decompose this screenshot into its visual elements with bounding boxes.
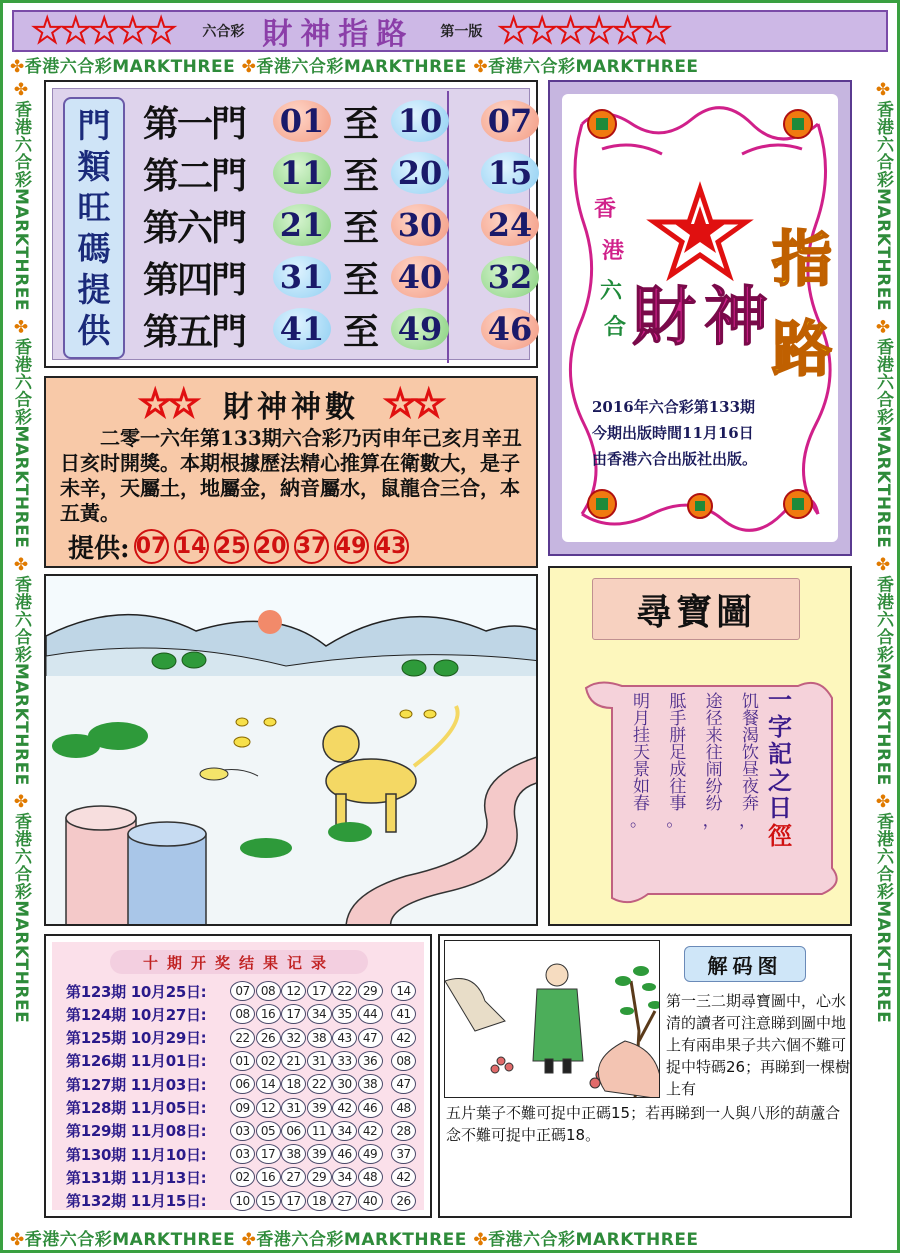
- border-text-7: 香港六合彩MARKTHREE: [11, 100, 31, 311]
- side-char: 門: [77, 106, 111, 145]
- poster-xiang: 香: [594, 196, 617, 222]
- result-number: 18: [307, 1191, 332, 1211]
- result-number: 26: [256, 1028, 281, 1048]
- clover-icon: ✤: [873, 554, 893, 576]
- door-pick-number: 24: [481, 204, 539, 246]
- door-zhi: 至: [343, 310, 380, 353]
- results-row: [66, 1050, 417, 1072]
- results-row-label: 第132期 11月15日:: [66, 1192, 207, 1211]
- border-text-11: 香港六合彩MARKTHREE: [873, 100, 893, 311]
- door-side-title: [63, 97, 125, 359]
- poster-inner: [562, 94, 838, 542]
- landscape-drawing: [46, 576, 538, 926]
- result-special-number: 08: [391, 1051, 416, 1071]
- border-text-2: 香港六合彩MARKTHREE: [256, 57, 467, 77]
- poem-punct: 。: [630, 811, 647, 831]
- border-text-13: 香港六合彩MARKTHREE: [873, 575, 893, 786]
- riddle-char: 之: [768, 766, 792, 795]
- result-number: 02: [230, 1167, 255, 1187]
- result-number: 02: [256, 1051, 281, 1071]
- border-text-12: 香港六合彩MARKTHREE: [873, 337, 893, 549]
- door-numbers-panel: [44, 80, 538, 368]
- result-number: 22: [230, 1028, 255, 1048]
- result-special-number: 41: [391, 1004, 416, 1024]
- decode-text-part2: 五片葉子不難可捉中正碼15；若再睇到一人與八形的葫蘆合念不難可捉中正碼18。: [446, 1104, 841, 1144]
- decode-text-part1: 第一三二期尋寶圖中，心水清的讀者可注意睇到圖中地上有兩串果子共六個不難可捉中特碼26；再睇到一棵樹上有: [666, 992, 851, 1098]
- results-row: [66, 1027, 417, 1049]
- result-number: 16: [256, 1167, 281, 1187]
- result-special-number: 47: [391, 1074, 416, 1094]
- results-row: [66, 1120, 417, 1142]
- door-from-number: 31: [273, 256, 331, 298]
- result-number: 39: [307, 1144, 332, 1164]
- result-special-number: 26: [391, 1191, 416, 1211]
- shenshu-title-row: [46, 382, 536, 426]
- result-number: 40: [358, 1191, 383, 1211]
- result-number: 29: [358, 981, 383, 1001]
- poem-text: 饥餐渴饮昼夜奔: [737, 692, 758, 811]
- door-pick-number: 07: [481, 100, 539, 142]
- door-to-number: 10: [391, 100, 449, 142]
- results-row-label: 第123期 10月25日:: [66, 982, 207, 1001]
- poster-he: 合: [604, 314, 627, 340]
- side-char: 提: [77, 270, 111, 309]
- border-bottom-text: [10, 1225, 890, 1250]
- results-row-label: 第125期 10月29日:: [66, 1029, 207, 1048]
- provide-number: 20: [254, 529, 289, 564]
- door-row: [143, 99, 539, 143]
- result-special-number: 42: [391, 1167, 416, 1187]
- provide-number: 37: [294, 529, 329, 564]
- shenshu-panel: [44, 376, 538, 568]
- door-row: [143, 203, 539, 247]
- border-right-text: [866, 80, 896, 1220]
- door-zhi: 至: [343, 258, 380, 301]
- results-row-label: 第128期 11月05日:: [66, 1099, 207, 1117]
- border-text-9: 香港六合彩MARKTHREE: [11, 575, 31, 786]
- door-to-number: 20: [391, 152, 449, 194]
- door-label: 第四門: [143, 258, 246, 301]
- result-number: 34: [332, 1121, 357, 1141]
- decode-illustration: [444, 940, 660, 1098]
- result-number: 08: [256, 981, 281, 1001]
- clover-icon: ✤: [241, 1230, 257, 1250]
- door-row: [143, 255, 539, 299]
- poster-gang: 港: [602, 238, 625, 264]
- result-number: 17: [281, 1004, 306, 1024]
- result-number: 17: [256, 1144, 281, 1164]
- stars-right-icon: ★★★★★★: [498, 11, 670, 51]
- poster-panel: [548, 80, 852, 556]
- result-number: 29: [307, 1167, 332, 1187]
- result-number: 27: [332, 1191, 357, 1211]
- result-number: 42: [332, 1098, 357, 1118]
- result-number: 11: [307, 1121, 332, 1141]
- shenshu-provide-row: [68, 528, 414, 565]
- result-number: 18: [281, 1074, 306, 1094]
- provide-number: 49: [334, 529, 369, 564]
- stars-icon: ★★: [140, 384, 197, 424]
- decode-title: 解码图: [684, 946, 806, 982]
- result-number: 03: [230, 1144, 255, 1164]
- border-text-8: 香港六合彩MARKTHREE: [11, 337, 31, 549]
- results-row-label: 第130期 11月10日:: [66, 1145, 207, 1164]
- riddle-answer: 徑: [768, 821, 792, 850]
- edition-label: 第一版: [440, 24, 483, 40]
- poem-column: [628, 692, 649, 872]
- decode-panel: [438, 934, 852, 1218]
- door-to-number: 40: [391, 256, 449, 298]
- results-row-label: 第127期 11月03日:: [66, 1075, 207, 1094]
- shenshu-body: 二零一六年第133期六合彩乃丙申年己亥月辛丑日亥时開獎。本期根據歷法精心推算在衛數大，是子未辛，天屬土，地屬金，納音屬水，鼠龍合三合，本五黃。: [60, 426, 522, 525]
- poster-info-line: 2016年六合彩第133期: [592, 398, 756, 416]
- provide-number: 43: [374, 529, 409, 564]
- border-top-text: [10, 52, 890, 77]
- result-number: 32: [281, 1028, 306, 1048]
- results-row: [66, 1190, 417, 1212]
- side-char: 碼: [77, 229, 111, 268]
- clover-icon: ✤: [10, 1230, 25, 1250]
- result-number: 14: [256, 1074, 281, 1094]
- clover-icon: ✤: [873, 317, 893, 338]
- result-special-number: 14: [391, 981, 416, 1001]
- result-number: 49: [358, 1144, 383, 1164]
- clover-icon: ✤: [473, 1230, 489, 1250]
- door-numbers-inner: [52, 88, 533, 360]
- poster-info-line: 今期出版時間11月16日: [592, 424, 754, 442]
- clover-icon: ✤: [873, 80, 893, 101]
- result-special-number: 28: [391, 1121, 416, 1141]
- border-text-10: 香港六合彩MARKTHREE: [11, 812, 31, 1024]
- clover-icon: ✤: [873, 792, 893, 813]
- result-number: 09: [230, 1098, 255, 1118]
- border-text-5: 香港六合彩MARKTHREE: [256, 1230, 467, 1250]
- poster-lu: 路: [772, 315, 832, 385]
- door-to-number: 49: [391, 308, 449, 350]
- treasure-map-panel: [548, 566, 852, 926]
- result-number: 15: [256, 1191, 281, 1211]
- border-text-6: 香港六合彩MARKTHREE: [488, 1230, 699, 1250]
- result-special-number: 37: [391, 1144, 416, 1164]
- poster-info-line: 由香港六合出版社出版。: [592, 450, 758, 468]
- poster-liu: 六: [600, 278, 623, 304]
- poem-text: 途径来往闹纷纷: [701, 692, 722, 811]
- result-number: 08: [230, 1004, 255, 1024]
- results-row: [66, 1073, 417, 1095]
- clover-icon: ✤: [473, 57, 489, 77]
- door-pick-number: 46: [481, 308, 539, 350]
- door-from-number: 01: [273, 100, 331, 142]
- border-text-14: 香港六合彩MARKTHREE: [873, 812, 893, 1024]
- results-row-label: 第131期 11月13日:: [66, 1168, 207, 1187]
- provide-label: 提供:: [68, 534, 130, 564]
- door-row: [143, 307, 539, 351]
- result-number: 31: [307, 1051, 332, 1071]
- result-number: 39: [307, 1098, 332, 1118]
- door-label: 第五門: [143, 310, 246, 353]
- result-number: 06: [230, 1074, 255, 1094]
- result-number: 12: [256, 1098, 281, 1118]
- result-number: 06: [281, 1121, 306, 1141]
- header-bar: [12, 10, 888, 52]
- treasure-illustration: [44, 574, 538, 926]
- door-zhi: 至: [343, 154, 380, 197]
- results-title: 十期开奖结果记录: [110, 950, 368, 974]
- poem-text: 明月挂天景如春: [629, 692, 649, 811]
- clover-icon: ✤: [11, 80, 31, 101]
- result-number: 31: [281, 1098, 306, 1118]
- poster-zhi: 指: [772, 225, 832, 295]
- stump-icon: [66, 806, 206, 926]
- door-zhi: 至: [343, 206, 380, 249]
- border-text-4: 香港六合彩MARKTHREE: [24, 1230, 236, 1250]
- results-row-label: 第124期 10月27日:: [66, 1005, 207, 1024]
- border-left-text: [4, 80, 34, 1220]
- clover-icon: ✤: [10, 57, 25, 77]
- door-from-number: 21: [273, 204, 331, 246]
- result-number: 03: [230, 1121, 255, 1141]
- door-zhi: 至: [343, 102, 380, 145]
- poem-text: 胝手胼足成往事: [665, 692, 686, 811]
- riddle-char: 一: [768, 685, 792, 714]
- provide-number: 14: [174, 529, 209, 564]
- result-number: 17: [307, 981, 332, 1001]
- result-number: 33: [332, 1051, 357, 1071]
- poem-column: [701, 692, 722, 872]
- result-number: 38: [358, 1074, 383, 1094]
- poem-column: [664, 692, 685, 872]
- door-to-number: 30: [391, 204, 449, 246]
- poem-column: [737, 692, 758, 872]
- treasure-title: 尋寶圖: [592, 578, 800, 640]
- side-char: 類: [77, 147, 111, 186]
- riddle-block: [760, 686, 800, 851]
- result-special-number: 42: [391, 1028, 416, 1048]
- result-number: 47: [358, 1028, 383, 1048]
- poster-shen: 神: [704, 280, 768, 355]
- door-row: [143, 151, 539, 195]
- clover-icon: ✤: [241, 57, 257, 77]
- results-row: [66, 1143, 417, 1165]
- provide-number: 07: [134, 529, 169, 564]
- result-number: 44: [358, 1004, 383, 1024]
- door-label: 第二門: [143, 154, 246, 197]
- result-number: 17: [281, 1191, 306, 1211]
- shenshu-title: 財神神數: [223, 390, 359, 425]
- result-number: 46: [358, 1098, 383, 1118]
- door-label: 第六門: [143, 206, 246, 249]
- results-row: [66, 1003, 417, 1025]
- result-number: 42: [358, 1121, 383, 1141]
- result-number: 36: [358, 1051, 383, 1071]
- door-pick-number: 32: [481, 256, 539, 298]
- result-number: 38: [281, 1144, 306, 1164]
- page-title: 財神指路: [262, 17, 415, 52]
- results-row-label: 第129期 11月08日:: [66, 1122, 207, 1141]
- result-number: 34: [307, 1004, 332, 1024]
- clover-icon: ✤: [11, 554, 31, 576]
- result-number: 35: [332, 1004, 357, 1024]
- result-number: 05: [256, 1121, 281, 1141]
- border-text-1: 香港六合彩MARKTHREE: [24, 57, 236, 77]
- result-special-number: 48: [391, 1098, 416, 1118]
- results-inner: [52, 942, 424, 1210]
- result-number: 38: [307, 1028, 332, 1048]
- results-panel: [44, 934, 432, 1218]
- riddle-char: 記: [768, 739, 792, 768]
- result-number: 21: [281, 1051, 306, 1071]
- result-number: 43: [332, 1028, 357, 1048]
- poem-punct: ，: [702, 811, 720, 831]
- door-pick-number: 15: [481, 152, 539, 194]
- poem-punct: 。: [666, 811, 684, 831]
- border-text-3: 香港六合彩MARKTHREE: [488, 57, 699, 77]
- result-number: 27: [281, 1167, 306, 1187]
- poem-block: [628, 692, 758, 872]
- poster-cai: 財: [632, 280, 696, 355]
- result-number: 07: [230, 981, 255, 1001]
- stars-icon: ★★: [385, 384, 442, 424]
- door-label: 第一門: [143, 102, 246, 145]
- results-row: [66, 1097, 417, 1119]
- result-number: 34: [332, 1167, 357, 1187]
- side-char: 供: [77, 311, 111, 350]
- results-row: [66, 980, 417, 1002]
- riddle-char: 日: [768, 793, 792, 822]
- result-number: 10: [230, 1191, 255, 1211]
- door-from-number: 11: [273, 152, 331, 194]
- result-number: 22: [307, 1074, 332, 1094]
- riddle-char: 字: [768, 712, 792, 741]
- result-number: 48: [358, 1167, 383, 1187]
- poem-punct: ，: [738, 811, 756, 831]
- provide-number: 25: [214, 529, 249, 564]
- door-from-number: 41: [273, 308, 331, 350]
- result-number: 12: [281, 981, 306, 1001]
- side-char: 旺: [77, 188, 111, 227]
- results-row: [66, 1166, 417, 1188]
- clover-icon: ✤: [11, 792, 31, 813]
- results-row-label: 第126期 11月01日:: [66, 1052, 207, 1071]
- result-number: 16: [256, 1004, 281, 1024]
- result-number: 01: [230, 1051, 255, 1071]
- result-number: 30: [332, 1074, 357, 1094]
- result-number: 22: [332, 981, 357, 1001]
- result-number: 46: [332, 1144, 357, 1164]
- sun-icon: [258, 610, 282, 634]
- clover-icon: ✤: [11, 317, 31, 338]
- stars-left-icon: ★★★★★: [32, 11, 175, 51]
- header-left-label: 六合彩: [202, 24, 245, 40]
